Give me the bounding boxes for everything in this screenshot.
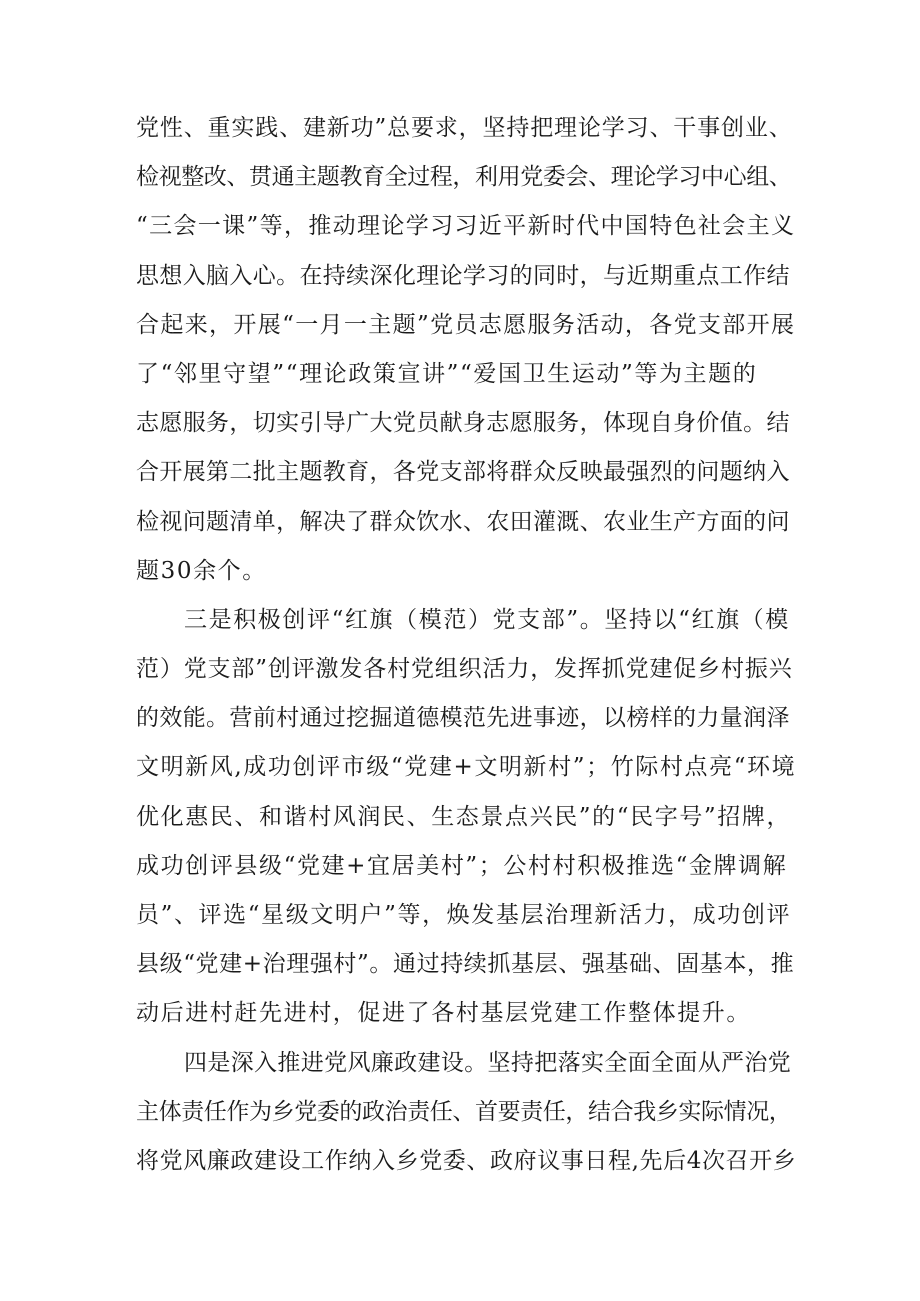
text-line-3: “三会一课”等，推动理论学习习近平新时代中国特色社会主义 — [136, 213, 796, 240]
text-line-1: 党性、重实践、建新功”总要求，坚持把理论学习、干事创业、 — [136, 115, 793, 141]
text-line-7: 志愿服务，切实引导广大党员献身志愿服务，体现自身价值。结 — [136, 410, 790, 437]
text-line-10: 题30余个。 — [136, 557, 267, 584]
text-line-9: 检视问题清单，解决了群众饮水、农田灌溉、农业生产方面的问 — [136, 508, 790, 535]
text-line-5: 合起来，开展“一月一主题”党员志愿服务活动，各党支部开展 — [136, 311, 796, 338]
text-line-22: 将党风廉政建设工作纳入乡党委、政府议事日程,先后4次召开乡 — [136, 1147, 797, 1174]
text-line-2: 检视整改、贯通主题教育全过程，利用党委会、理论学习中心组、 — [136, 164, 792, 191]
text-line-16: 成功创评县级“党建+宜居美村”；公村村积极推选“金牌调解 — [136, 852, 788, 879]
paragraph-4-heading-line: 四是深入推进党风廉政建设。坚持把落实全面全面从严治党 — [184, 1049, 792, 1076]
text-line-8: 合开展第二批主题教育，各党支部将群众反映最强烈的问题纳入 — [136, 459, 790, 486]
text-line-19: 动后进村赶先进村，促进了各村基层党建工作整体提升。 — [136, 1000, 751, 1027]
text-line-13: 的效能。营前村通过挖掘道德模范先进事迹，以榜样的力量润泽 — [136, 705, 790, 732]
text-line-14: 文明新风,成功创评市级“党建+文明新村”；竹际村点亮“环境 — [136, 754, 797, 781]
body-text — [136, 104, 796, 1186]
text-line-17: 员”、评选“星级文明户”等，焕发基层治理新活力，成功创评 — [136, 902, 792, 928]
text-line-4: 思想入脑入心。在持续深化理论学习的同时，与近期重点工作结 — [136, 262, 790, 289]
text-line-12: 范）党支部”创评激发各村党组织活力，发挥抓党建促乡村振兴 — [136, 656, 793, 683]
text-line-15: 优化惠民、和谐村风润民、生态景点兴民”的“民字号”招牌， — [136, 803, 792, 830]
paragraph-3-heading-line: 三是积极创评“红旗（模范）党支部”。坚持以“红旗（模 — [184, 606, 790, 633]
text-line-6: 了“邻里守望”“理论政策宣讲”“爱国卫生运动”等为主题的 — [136, 360, 758, 387]
text-line-18: 县级“党建+治理强村”。通过持续抓基层、强基础、固基本，推 — [136, 951, 795, 978]
text-line-21: 主体责任作为乡党委的政治责任、首要责任，结合我乡实际情况， — [136, 1098, 792, 1125]
